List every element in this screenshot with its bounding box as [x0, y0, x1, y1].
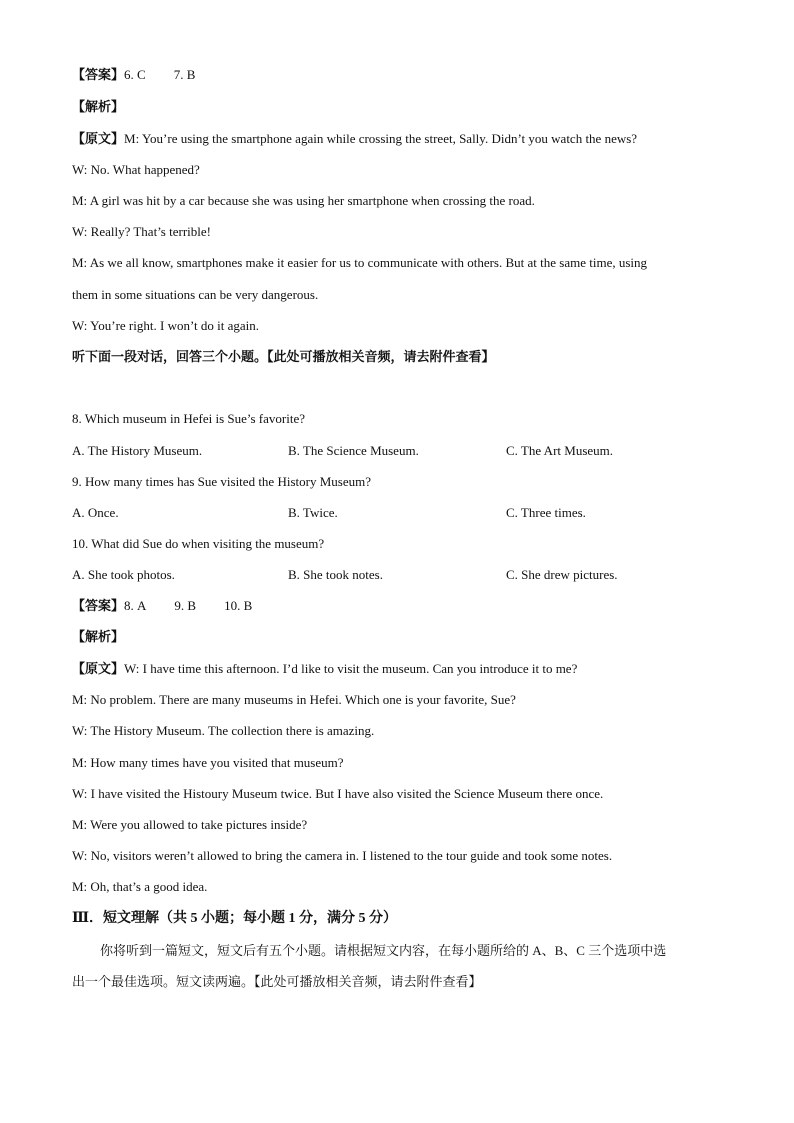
dialogue-text: W: I have time this afternoon. I’d like to visit the museum. Can you introduce it to me? — [124, 661, 578, 676]
dialogue-line: M: How many times have you visited that museum? — [72, 755, 344, 770]
answer-label: 【答案】 — [72, 67, 125, 82]
section-paragraph-line: 出一个最佳选项。短文读两遍。【此处可播放相关音频，请去附件查看】 — [72, 974, 482, 989]
dialogue-line: M: Oh, that’s a good idea. — [72, 879, 208, 894]
question-stem: 8. Which museum in Hefei is Sue’s favorite? — [72, 411, 305, 426]
question-option: A. She took photos. — [72, 567, 175, 582]
question-stem: 9. How many times has Sue visited the History Museum? — [72, 474, 371, 489]
answer-item: 6. C — [124, 67, 146, 82]
answer-label: 【答案】 — [72, 598, 125, 613]
dialogue-line: M: A girl was hit by a car because she was using her smartphone when crossing the road. — [72, 193, 535, 208]
answer-line-1 — [72, 66, 195, 84]
dialogue-line: M: Were you allowed to take pictures inside? — [72, 817, 308, 832]
dialogue-line: W: You’re right. I won’t do it again. — [72, 318, 260, 333]
instruction-line: 听下面一段对话，回答三个小题。【此处可播放相关音频，请去附件查看】 — [72, 349, 495, 364]
dialogue-line: M: No problem. There are many museums in Hefei. Which one is your favorite, Sue? — [72, 692, 516, 707]
section-paragraph-line: 你将听到一篇短文，短文后有五个小题。请根据短文内容，在每小题所给的 A、B、C 三个选项中选 — [100, 943, 667, 958]
question-option: C. The Art Museum. — [506, 443, 614, 458]
answer-item: 8. A — [124, 598, 147, 613]
question-option: A. The History Museum. — [72, 443, 203, 458]
answer-item: 7. B — [173, 67, 196, 82]
dialogue-line: M: As we all know, smartphones make it easier for us to communicate with others. But at the same time, using — [72, 255, 648, 270]
analysis-label-2: 【解析】 — [72, 629, 125, 644]
section-heading: Ⅲ．短文理解（共 5 小题；每小题 1 分，满分 5 分） — [72, 911, 398, 926]
analysis-label-1: 【解析】 — [72, 99, 125, 114]
dialogue-line: W: No. What happened? — [72, 162, 200, 177]
answer-item: 10. B — [224, 598, 253, 613]
original-label: 【原文】 — [72, 131, 125, 146]
question-option: A. Once. — [72, 505, 119, 520]
dialogue-line: W: I have visited the Histoury Museum twice. But I have also visited the Science Museum there once. — [72, 786, 604, 801]
question-option: C. Three times. — [506, 505, 586, 520]
dialogue-line: W: No, visitors weren’t allowed to bring the camera in. I listened to the tour guide and took some notes. — [72, 848, 613, 863]
question-option: C. She drew pictures. — [506, 567, 618, 582]
original-label: 【原文】 — [72, 661, 125, 676]
question-option: B. The Science Museum. — [288, 443, 419, 458]
dialogue-line — [72, 130, 637, 148]
answer-item: 9. B — [174, 598, 197, 613]
dialogue-line: W: Really? That’s terrible! — [72, 224, 211, 239]
question-option: B. She took notes. — [288, 567, 383, 582]
dialogue-line: them in some situations can be very dangerous. — [72, 287, 319, 302]
question-stem: 10. What did Sue do when visiting the museum? — [72, 536, 325, 551]
dialogue-line: W: The History Museum. The collection there is amazing. — [72, 723, 375, 738]
dialogue-line — [72, 660, 577, 678]
dialogue-text: M: You’re using the smartphone again while crossing the street, Sally. Didn’t you watch the news? — [124, 131, 638, 146]
question-option: B. Twice. — [288, 505, 338, 520]
answer-line-2 — [72, 597, 252, 615]
